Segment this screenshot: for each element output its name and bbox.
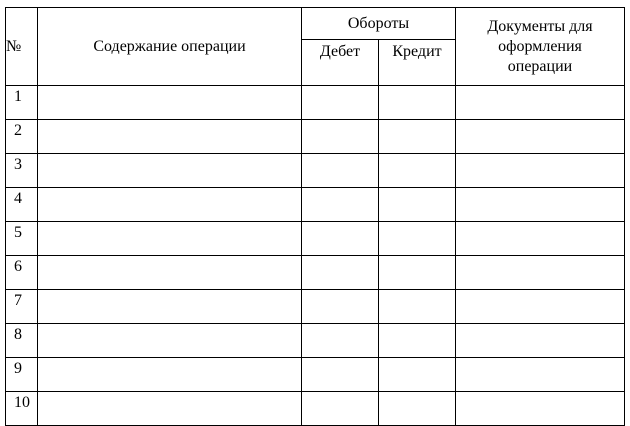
row-number: 8 <box>6 324 38 358</box>
row-number: 10 <box>6 392 38 426</box>
operation-content-cell <box>38 324 302 358</box>
row-number: 2 <box>6 120 38 154</box>
operations-table <box>5 7 625 426</box>
row-number: 5 <box>6 222 38 256</box>
header-operation-content: Содержание операции <box>38 8 302 86</box>
credit-cell <box>379 256 456 290</box>
credit-cell <box>379 86 456 120</box>
operation-content-cell <box>38 120 302 154</box>
debit-cell <box>302 188 379 222</box>
credit-cell <box>379 188 456 222</box>
header-debit: Дебет <box>302 40 379 86</box>
table-row <box>6 120 625 154</box>
table-row <box>6 154 625 188</box>
debit-cell <box>302 324 379 358</box>
table-row <box>6 256 625 290</box>
credit-cell <box>379 324 456 358</box>
credit-cell <box>379 120 456 154</box>
documents-cell <box>456 324 625 358</box>
debit-cell <box>302 86 379 120</box>
documents-cell <box>456 392 625 426</box>
documents-cell <box>456 154 625 188</box>
debit-cell <box>302 222 379 256</box>
operation-content-cell <box>38 256 302 290</box>
documents-cell <box>456 86 625 120</box>
debit-cell <box>302 256 379 290</box>
header-credit: Кредит <box>379 40 456 86</box>
table-row <box>6 222 625 256</box>
documents-cell <box>456 290 625 324</box>
credit-cell <box>379 392 456 426</box>
operation-content-cell <box>38 222 302 256</box>
header-documents: Документы для оформления операции <box>456 8 625 86</box>
documents-cell <box>456 222 625 256</box>
row-number: 7 <box>6 290 38 324</box>
credit-cell <box>379 358 456 392</box>
operation-content-cell <box>38 358 302 392</box>
operation-content-cell <box>38 86 302 120</box>
table-row <box>6 86 625 120</box>
documents-cell <box>456 358 625 392</box>
row-number: 1 <box>6 86 38 120</box>
debit-cell <box>302 358 379 392</box>
row-number: 9 <box>6 358 38 392</box>
row-number: 6 <box>6 256 38 290</box>
documents-cell <box>456 188 625 222</box>
debit-cell <box>302 154 379 188</box>
row-number: 3 <box>6 154 38 188</box>
credit-cell <box>379 290 456 324</box>
documents-cell <box>456 120 625 154</box>
table-row <box>6 358 625 392</box>
operation-content-cell <box>38 188 302 222</box>
header-turnover: Обороты <box>302 8 456 40</box>
credit-cell <box>379 222 456 256</box>
operation-content-cell <box>38 290 302 324</box>
table-row <box>6 290 625 324</box>
debit-cell <box>302 290 379 324</box>
debit-cell <box>302 120 379 154</box>
operation-content-cell <box>38 392 302 426</box>
documents-cell <box>456 256 625 290</box>
table-row <box>6 324 625 358</box>
header-number: № <box>6 8 38 86</box>
table-row <box>6 392 625 426</box>
debit-cell <box>302 392 379 426</box>
credit-cell <box>379 154 456 188</box>
table-row <box>6 188 625 222</box>
operation-content-cell <box>38 154 302 188</box>
row-number: 4 <box>6 188 38 222</box>
